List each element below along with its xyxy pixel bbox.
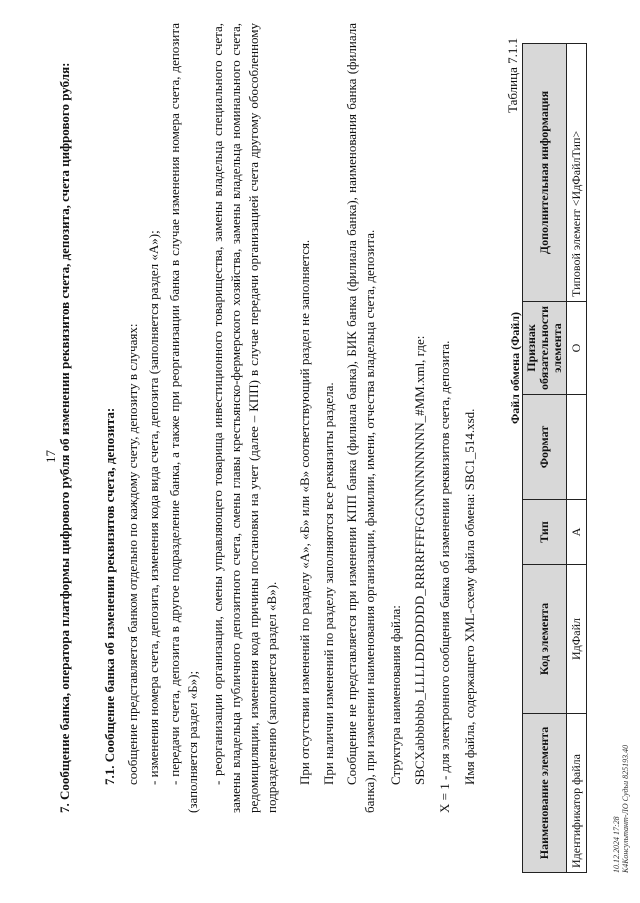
paragraph: Имя файла, содержащего XML-схему файла обмена: SBC1_514.xsd.	[462, 408, 477, 785]
table-header: Дополнительная информация	[523, 44, 567, 302]
table-header: Формат	[523, 395, 567, 500]
table-title: Файл обмена (Файл)	[508, 311, 522, 425]
table-cell: А	[567, 500, 587, 565]
paragraph: сообщение представляется банком отдельно по каждому счету, депозиту в случаях:	[125, 323, 140, 785]
page-number: 17	[43, 450, 58, 463]
table-cell: Идентификатор файла	[567, 714, 587, 873]
paragraph: - передачи счета, депозита в другое подразделение банка, а также при реорганизации банка в случае изменения номера счета, депозита (заполняется раздел «Б»);	[167, 23, 200, 813]
paragraph: X = 1 - для электронного сообщения банка об изменении реквизитов счета, депозита.	[437, 340, 452, 813]
paragraph: - реорганизации организации, смены управляющего товарища инвестиционного товарищества, замены владельца специального счета, замены владельца публичного депозитного счета, смены главы крестьянско-фермерского хозяйства, замены владельца номинального счета, редомициляции, изменения кода причины постановки на учет (далее – КПП) в случае передачи организацией счета другому обособленному подразделению (заполняется раздел «В»).	[210, 23, 279, 813]
paragraph: Структура наименования файла:	[388, 605, 403, 785]
section-title: 7. Сообщение банка, оператора платформы цифрового рубля об изменении реквизитов счета, депозита, счета цифрового рубля:	[57, 62, 72, 813]
table-row	[567, 44, 587, 873]
table-header: Наименование элемента	[523, 714, 567, 873]
paragraph: Сообщение не представляется при изменении КПП банка (филиала банка), БИК банка (филиала банка), наименования банка (филиала банка), при изменении наименования организации, фамилии, имени, отчества владельца счета, депозита.	[344, 23, 377, 813]
file-exchange-table	[522, 43, 587, 873]
table-header: Тип	[523, 500, 567, 565]
table-header: Признак обязательности элемента	[523, 301, 567, 394]
table-cell	[567, 395, 587, 500]
footer-note	[612, 745, 630, 873]
table-cell: ИдФайл	[567, 565, 587, 714]
table-cell: Типовой элемент <ИдФайлТип>	[567, 44, 587, 302]
paragraph: SBCXabbbbbbb_LLLLDDDDDDD_RRRRFFFFGGNNNNNNNNN_#MM.xml, где:	[412, 335, 427, 785]
subsection-title: 7.1. Сообщение банка об изменении реквизитов счета, депозита:	[102, 407, 117, 785]
table-label: Таблица 7.1.1	[505, 37, 520, 113]
paragraph: - изменения номера счета, депозита, изменения кода вида счета, депозита (заполняется раздел «А»);	[146, 230, 161, 785]
paragraph: При наличии изменений по разделу заполняются все реквизиты раздела.	[321, 382, 336, 785]
table-header-row	[523, 44, 567, 873]
footer-line: 10.12.2024 17:28	[612, 816, 621, 873]
paragraph: При отсутствии изменений по разделу «А», «Б» или «В» соответствующий раздел не заполняется.	[297, 239, 312, 785]
footer-line: К4Консультант-ЛО Судьи 825193.40	[621, 744, 630, 873]
table-header: Код элемента	[523, 565, 567, 714]
table-cell: О	[567, 301, 587, 394]
